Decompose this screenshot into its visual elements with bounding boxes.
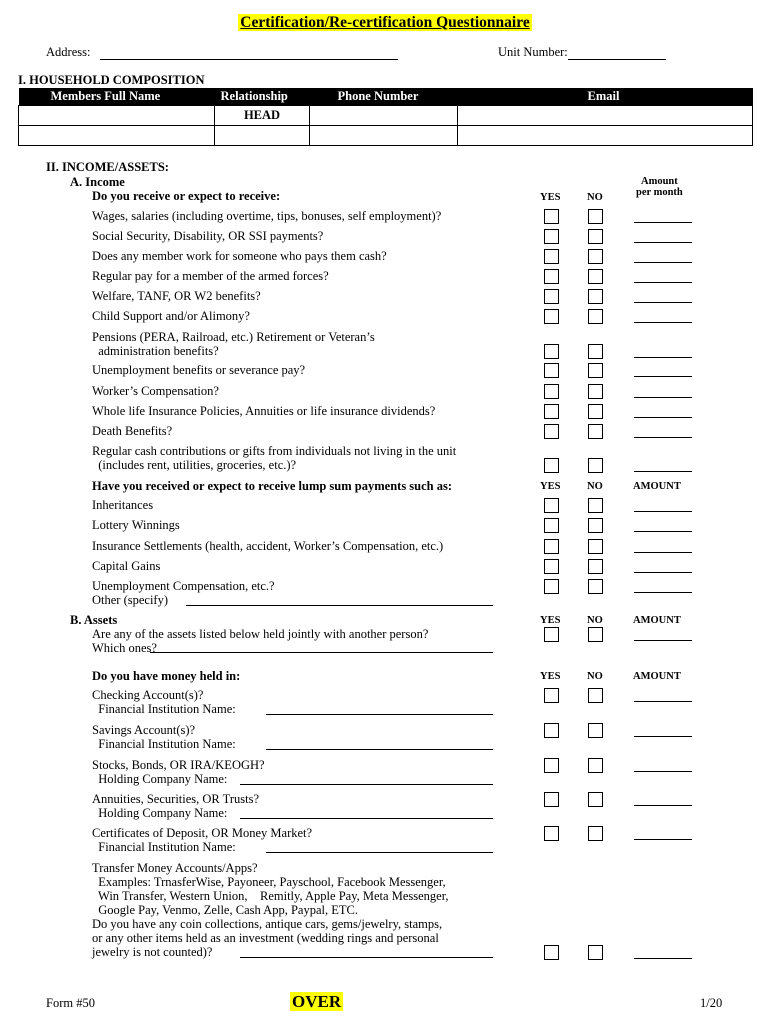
- no-checkbox[interactable]: [588, 723, 603, 738]
- yes-checkbox[interactable]: [544, 826, 559, 841]
- phone-cell[interactable]: [310, 106, 458, 126]
- income-item: Social Security, Disability, OR SSI payments?: [92, 229, 324, 243]
- no-checkbox[interactable]: [588, 458, 603, 473]
- asset-item: Annuities, Securities, OR Trusts? Holding Company Name:: [92, 792, 260, 820]
- yes-checkbox[interactable]: [544, 579, 559, 594]
- page-title: Certification/Re-certification Questionnaire: [240, 14, 530, 31]
- amount-field[interactable]: [634, 701, 692, 702]
- yes-checkbox[interactable]: [544, 758, 559, 773]
- no-checkbox[interactable]: [588, 289, 603, 304]
- yes-checkbox[interactable]: [544, 344, 559, 359]
- address-label: Address:: [46, 45, 91, 59]
- assets-heading: B. Assets: [70, 613, 118, 627]
- no-checkbox[interactable]: [588, 758, 603, 773]
- no-checkbox[interactable]: [588, 579, 603, 594]
- income-item: Pensions (PERA, Railroad, etc.) Retirement or Veteran’s administration benefits?: [92, 330, 375, 358]
- household-row: [19, 106, 753, 126]
- no-checkbox[interactable]: [588, 424, 603, 439]
- income-heading: A. Income: [70, 175, 125, 189]
- lump-sum-item: Capital Gains: [92, 559, 161, 573]
- no-checkbox[interactable]: [588, 404, 603, 419]
- income-item: Death Benefits?: [92, 424, 173, 438]
- specify-line[interactable]: [186, 605, 493, 606]
- col-phone-number: Phone Number: [310, 88, 458, 106]
- yes-checkbox[interactable]: [544, 249, 559, 264]
- unit-number-label: Unit Number:: [498, 45, 568, 59]
- income-item: Whole life Insurance Policies, Annuities or life insurance dividends?: [92, 404, 436, 418]
- no-checkbox[interactable]: [588, 826, 603, 841]
- specify-line[interactable]: [240, 818, 493, 819]
- specify-line[interactable]: [266, 749, 493, 750]
- yes-checkbox[interactable]: [544, 539, 559, 554]
- relationship-cell: HEAD: [215, 106, 310, 126]
- form-date: 1/20: [700, 996, 723, 1010]
- amount-field[interactable]: [634, 531, 692, 532]
- household-heading: I. HOUSEHOLD COMPOSITION: [18, 73, 205, 87]
- household-header-row: [19, 88, 753, 106]
- yes-checkbox[interactable]: [544, 229, 559, 244]
- no-checkbox[interactable]: [588, 309, 603, 324]
- asset-item: Checking Account(s)? Financial Institution Name:: [92, 688, 236, 716]
- no-checkbox[interactable]: [588, 363, 603, 378]
- form-number: Form #50: [46, 996, 95, 1010]
- asset-item: Stocks, Bonds, OR IRA/KEOGH? Holding Company Name:: [92, 758, 265, 786]
- amount-field[interactable]: [634, 322, 692, 323]
- yes-checkbox[interactable]: [544, 289, 559, 304]
- amount-field[interactable]: [634, 222, 692, 223]
- amount-field[interactable]: [634, 552, 692, 553]
- amount-field[interactable]: [634, 592, 692, 593]
- yes-checkbox[interactable]: [544, 363, 559, 378]
- specify-line[interactable]: [240, 784, 493, 785]
- no-checkbox[interactable]: [588, 209, 603, 224]
- amount-field[interactable]: [634, 958, 692, 959]
- member-name-cell[interactable]: [19, 106, 215, 126]
- yes-header: YES: [540, 671, 561, 682]
- yes-header: YES: [540, 615, 561, 626]
- amount-per-month-header: Amount per month: [636, 176, 683, 198]
- email-cell[interactable]: [458, 106, 753, 126]
- no-checkbox[interactable]: [588, 229, 603, 244]
- col-relationship: Relationship: [215, 88, 310, 106]
- amount-field[interactable]: [634, 839, 692, 840]
- yes-checkbox[interactable]: [544, 627, 559, 642]
- no-checkbox[interactable]: [588, 384, 603, 399]
- asset-item: Transfer Money Accounts/Apps? Examples: TrnasferWise, Payoneer, Payschool, Facebook Messenger, Win Transfer, Western Union, Remitly, Apple Pay, Meta Messenger, Google Pay, Venmo, Zelle, Cash App, Paypal, ETC. Do you have any coin collections, antique cars, gems/jewelry, stamps, or any other items held as an investment (wedding rings and personal jewelry is not counted)?: [92, 861, 449, 959]
- household-table: [18, 88, 753, 146]
- no-header: NO: [587, 481, 603, 492]
- yes-checkbox[interactable]: [544, 498, 559, 513]
- specify-line[interactable]: [266, 852, 493, 853]
- amount-header: AMOUNT: [633, 615, 681, 626]
- no-header: NO: [587, 671, 603, 682]
- yes-header: YES: [540, 192, 561, 203]
- joint-assets-question: Are any of the assets listed below held jointly with another person? Which ones?: [92, 627, 429, 655]
- no-checkbox[interactable]: [588, 792, 603, 807]
- yes-checkbox[interactable]: [544, 384, 559, 399]
- no-checkbox[interactable]: [588, 249, 603, 264]
- amount-field[interactable]: [634, 471, 692, 472]
- amount-field[interactable]: [634, 572, 692, 573]
- yes-checkbox[interactable]: [544, 269, 559, 284]
- address-row: [46, 45, 398, 60]
- relationship-cell[interactable]: [215, 126, 310, 146]
- amount-field[interactable]: [634, 397, 692, 398]
- unit-number-field[interactable]: [568, 59, 666, 60]
- yes-checkbox[interactable]: [544, 723, 559, 738]
- income-item: Regular pay for a member of the armed forces?: [92, 269, 329, 283]
- address-field[interactable]: [100, 59, 398, 60]
- no-header: NO: [587, 192, 603, 203]
- money-held-question: Do you have money held in:: [92, 669, 241, 683]
- lump-sum-item: Inheritances: [92, 498, 154, 512]
- income-assets-heading: II. INCOME/ASSETS:: [46, 160, 169, 174]
- amount-field[interactable]: [634, 262, 692, 263]
- phone-cell[interactable]: [310, 126, 458, 146]
- income-item: Child Support and/or Alimony?: [92, 309, 250, 323]
- asset-item: Savings Account(s)? Financial Institution Name:: [92, 723, 236, 751]
- income-question: Do you receive or expect to receive:: [92, 189, 281, 203]
- no-checkbox[interactable]: [588, 688, 603, 703]
- amount-header: AMOUNT: [633, 481, 681, 492]
- household-row: [19, 126, 753, 146]
- email-cell[interactable]: [458, 126, 753, 146]
- no-checkbox[interactable]: [588, 539, 603, 554]
- amount-field[interactable]: [634, 242, 692, 243]
- yes-checkbox[interactable]: [544, 688, 559, 703]
- income-item: Wages, salaries (including overtime, tips, bonuses, self employment)?: [92, 209, 442, 223]
- col-members-full-name: Members Full Name: [19, 88, 215, 106]
- member-name-cell[interactable]: [19, 126, 215, 146]
- no-checkbox[interactable]: [588, 344, 603, 359]
- amount-field[interactable]: [634, 771, 692, 772]
- income-item: Does any member work for someone who pays them cash?: [92, 249, 387, 263]
- income-item: Unemployment benefits or severance pay?: [92, 363, 306, 377]
- no-checkbox[interactable]: [588, 627, 603, 642]
- amount-field[interactable]: [634, 357, 692, 358]
- amount-field[interactable]: [634, 376, 692, 377]
- yes-checkbox[interactable]: [544, 424, 559, 439]
- yes-header: YES: [540, 481, 561, 492]
- no-checkbox[interactable]: [588, 945, 603, 960]
- asset-item: Certificates of Deposit, OR Money Market? Financial Institution Name:: [92, 826, 313, 854]
- yes-checkbox[interactable]: [544, 209, 559, 224]
- amount-field[interactable]: [634, 805, 692, 806]
- col-email: Email: [458, 88, 753, 106]
- yes-checkbox[interactable]: [544, 945, 559, 960]
- no-header: NO: [587, 615, 603, 626]
- no-checkbox[interactable]: [588, 269, 603, 284]
- amount-field[interactable]: [634, 437, 692, 438]
- yes-checkbox[interactable]: [544, 518, 559, 533]
- specify-line[interactable]: [150, 652, 493, 653]
- specify-line[interactable]: [266, 714, 493, 715]
- yes-checkbox[interactable]: [544, 404, 559, 419]
- amount-header: AMOUNT: [633, 671, 681, 682]
- no-checkbox[interactable]: [588, 559, 603, 574]
- amount-field[interactable]: [634, 417, 692, 418]
- lump-sum-question: Have you received or expect to receive lump sum payments such as:: [92, 479, 453, 493]
- income-item: Worker’s Compensation?: [92, 384, 219, 398]
- amount-field[interactable]: [634, 640, 692, 641]
- amount-field[interactable]: [634, 736, 692, 737]
- lump-sum-item: Lottery Winnings: [92, 518, 180, 532]
- income-item: Regular cash contributions or gifts from individuals not living in the unit (includes rent, utilities, groceries, etc.)?: [92, 444, 457, 472]
- no-checkbox[interactable]: [588, 518, 603, 533]
- yes-checkbox[interactable]: [544, 559, 559, 574]
- amount-field[interactable]: [634, 302, 692, 303]
- unit-row: [498, 45, 666, 60]
- no-checkbox[interactable]: [588, 498, 603, 513]
- specify-line[interactable]: [240, 957, 493, 958]
- lump-sum-item: Insurance Settlements (health, accident, Worker’s Compensation, etc.): [92, 539, 444, 553]
- amount-field[interactable]: [634, 511, 692, 512]
- amount-field[interactable]: [634, 282, 692, 283]
- income-item: Welfare, TANF, OR W2 benefits?: [92, 289, 261, 303]
- yes-checkbox[interactable]: [544, 458, 559, 473]
- lump-sum-item: Unemployment Compensation, etc.? Other (specify): [92, 579, 275, 607]
- over-label: OVER: [292, 992, 342, 1011]
- yes-checkbox[interactable]: [544, 792, 559, 807]
- yes-checkbox[interactable]: [544, 309, 559, 324]
